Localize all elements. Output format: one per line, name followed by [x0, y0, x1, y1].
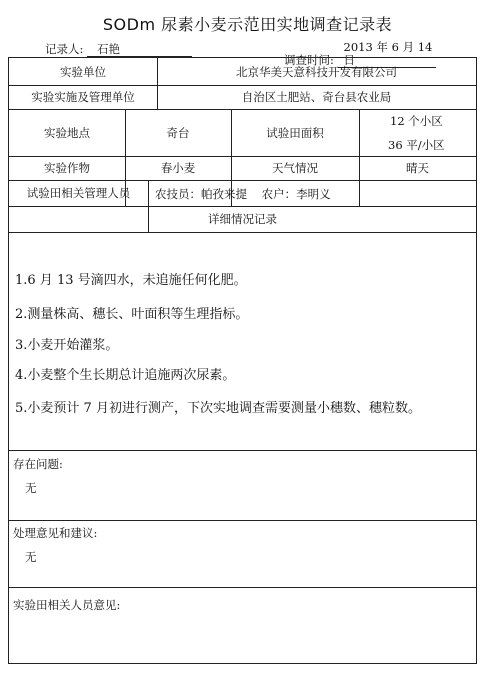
- survey-time-value: 2013 年 6 月 14 日: [338, 41, 436, 68]
- detail-item: 1.6 月 13 号滴四水，未追施任何化肥。: [15, 273, 247, 288]
- row-divider: [9, 587, 476, 588]
- detail-item: 5.小麦预计 7 月初进行测产，下次实地调查需要测量小穗数、穗粒数。: [15, 401, 421, 416]
- row-divider: [9, 450, 476, 451]
- site-label: 实验地点: [44, 125, 90, 140]
- record-table: [8, 57, 477, 664]
- area-value-size: 36 平/小区: [388, 138, 445, 152]
- detail-item: 2.测量株高、穗长、叶面积等生理指标。: [15, 307, 249, 322]
- weather-value: 晴天: [406, 161, 429, 175]
- problems-value: 无: [25, 481, 37, 495]
- staff-value: 农技员：帕孜来提 农户：李明义: [155, 187, 331, 201]
- unit-value: 北京华美天意科技开发有限公司: [236, 64, 397, 79]
- staff-label: 试验田相关管理人员: [26, 186, 131, 200]
- page-title: SODm 尿素小麦示范田实地调查记录表: [102, 15, 393, 34]
- survey-time-label: 调查时间:: [284, 53, 334, 67]
- crop-value: 春小麦: [160, 161, 196, 175]
- area-label: 试验田面积: [266, 125, 324, 140]
- mgmt-value: 自治区土肥站、奇台县农业局: [241, 90, 392, 104]
- row-divider: [9, 520, 476, 521]
- detail-item: 4.小麦整个生长期总计追施两次尿素。: [15, 368, 236, 383]
- problems-label: 存在问题:: [13, 457, 63, 471]
- detail-item: 3.小麦开始灌浆。: [15, 338, 119, 353]
- recorder-label: 记录人:: [45, 42, 84, 56]
- unit-label: 实验单位: [60, 64, 106, 79]
- suggestions-value: 无: [25, 550, 37, 564]
- row-divider: [9, 232, 476, 233]
- area-value-count: 12 个小区: [390, 114, 443, 128]
- detail-header: 详细情况记录: [208, 212, 277, 226]
- opinions-label: 实验田相关人员意见:: [13, 598, 121, 612]
- crop-label: 实验作物: [44, 161, 90, 175]
- suggestions-label: 处理意见和建议:: [13, 526, 98, 540]
- recorder-field: [45, 41, 192, 57]
- mgmt-label: 实验实施及管理单位: [31, 90, 135, 104]
- weather-label: 天气情况: [272, 161, 318, 175]
- recorder-value: 石艳: [87, 43, 192, 57]
- site-value: 奇台: [166, 125, 190, 140]
